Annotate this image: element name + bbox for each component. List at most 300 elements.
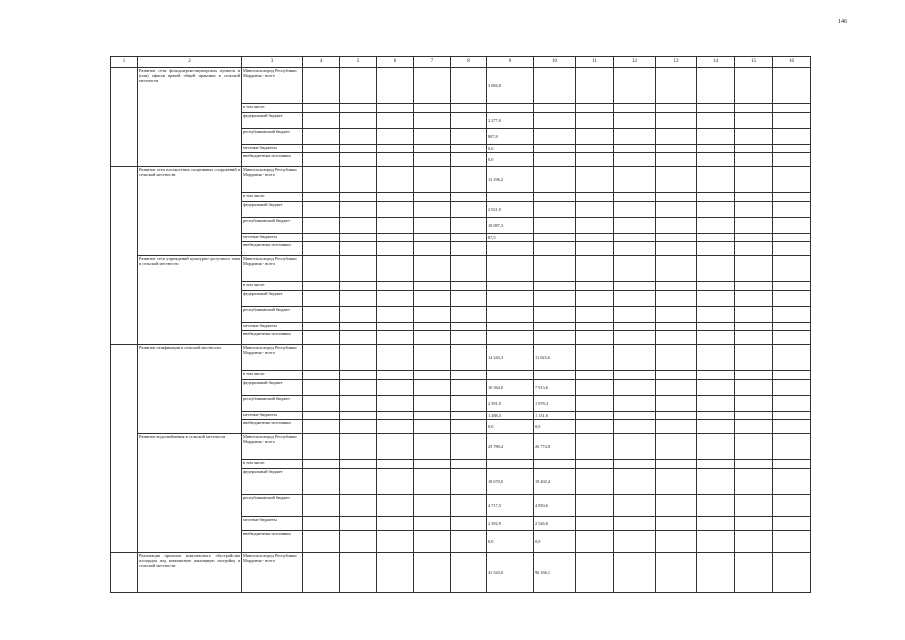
measure-name-cell: Развитие водоснабжения в сельской местности [138, 434, 242, 553]
value-col-9: 18 670,0 [487, 469, 534, 495]
empty-cell [773, 307, 811, 323]
empty-cell [377, 113, 414, 129]
value-col-10 [534, 153, 576, 167]
funding-source-cell: местные бюджеты [242, 517, 303, 531]
empty-cell [377, 469, 414, 495]
header-cell: 4 [303, 57, 340, 68]
empty-cell [735, 434, 773, 460]
empty-cell [414, 193, 451, 202]
measure-name-cell: Реализация проектов комплексного обустройства площадок под компактную жилищную застройку в сельской местности [138, 553, 242, 593]
funding-source-cell: Минсельхозпрод Республики Мордовия - всего [242, 345, 303, 371]
empty-cell [773, 412, 811, 420]
empty-cell [576, 412, 614, 420]
empty-cell [303, 307, 340, 323]
empty-cell [377, 193, 414, 202]
empty-cell [735, 553, 773, 593]
value-col-9: 1 288,3 [487, 412, 534, 420]
empty-cell [773, 380, 811, 396]
value-col-9: 41 543,0 [487, 553, 534, 593]
empty-cell [303, 145, 340, 153]
value-col-10: 4 850,6 [534, 495, 576, 517]
empty-cell [303, 104, 340, 113]
funding-source-cell: Минсельхозпрод Республики Мордовия - всего [242, 553, 303, 593]
value-col-9: 3 084,8 [487, 68, 534, 104]
empty-cell [614, 380, 656, 396]
empty-cell [656, 531, 697, 553]
empty-cell [697, 234, 735, 242]
empty-cell [614, 218, 656, 234]
empty-cell [451, 517, 487, 531]
empty-cell [576, 460, 614, 469]
value-col-10: 0,0 [534, 420, 576, 434]
empty-cell [340, 331, 377, 345]
empty-cell [340, 434, 377, 460]
empty-cell [377, 68, 414, 104]
header-cell: 7 [414, 57, 451, 68]
empty-cell [697, 113, 735, 129]
empty-cell [773, 193, 811, 202]
empty-cell [451, 307, 487, 323]
header-cell: 10 [534, 57, 576, 68]
empty-cell [414, 68, 451, 104]
empty-cell [451, 460, 487, 469]
empty-cell [576, 193, 614, 202]
empty-cell [656, 104, 697, 113]
empty-cell [414, 113, 451, 129]
empty-cell [303, 218, 340, 234]
empty-cell [735, 167, 773, 193]
empty-cell [377, 553, 414, 593]
header-cell: 13 [656, 57, 697, 68]
empty-cell [773, 167, 811, 193]
empty-cell [377, 256, 414, 282]
empty-cell [414, 412, 451, 420]
empty-cell [697, 412, 735, 420]
empty-cell [735, 113, 773, 129]
empty-cell [656, 242, 697, 256]
empty-cell [303, 412, 340, 420]
empty-cell [656, 434, 697, 460]
value-col-10 [534, 323, 576, 331]
empty-cell [697, 531, 735, 553]
header-row [111, 57, 811, 68]
empty-cell [576, 153, 614, 167]
empty-cell [656, 331, 697, 345]
empty-cell [697, 167, 735, 193]
empty-cell [414, 469, 451, 495]
empty-cell [697, 323, 735, 331]
empty-cell [697, 307, 735, 323]
empty-cell [414, 420, 451, 434]
empty-cell [614, 517, 656, 531]
empty-cell [773, 420, 811, 434]
empty-cell [773, 434, 811, 460]
empty-cell [697, 371, 735, 380]
value-col-9: 2 591,0 [487, 396, 534, 412]
empty-cell [303, 234, 340, 242]
index-cell [111, 68, 138, 167]
empty-cell [735, 380, 773, 396]
empty-cell [340, 256, 377, 282]
funding-source-cell: в том числе: [242, 282, 303, 291]
value-col-9: 4 717,5 [487, 495, 534, 517]
empty-cell [735, 104, 773, 113]
empty-cell [340, 113, 377, 129]
empty-cell [303, 460, 340, 469]
value-col-9: 2 392,9 [487, 517, 534, 531]
value-col-9: 807,8 [487, 129, 534, 145]
empty-cell [303, 553, 340, 593]
empty-cell [697, 331, 735, 345]
empty-cell [614, 420, 656, 434]
empty-cell [614, 68, 656, 104]
value-col-9: 10 087,3 [487, 218, 534, 234]
empty-cell [614, 307, 656, 323]
empty-cell [773, 291, 811, 307]
funding-source-cell: республиканский бюджет [242, 129, 303, 145]
empty-cell [414, 323, 451, 331]
table-row [111, 68, 811, 104]
empty-cell [656, 412, 697, 420]
empty-cell [697, 434, 735, 460]
empty-cell [576, 495, 614, 517]
empty-cell [303, 531, 340, 553]
empty-cell [340, 218, 377, 234]
empty-cell [656, 282, 697, 291]
funding-source-cell: в том числе: [242, 104, 303, 113]
empty-cell [340, 553, 377, 593]
value-col-10 [534, 167, 576, 193]
empty-cell [340, 104, 377, 113]
empty-cell [377, 234, 414, 242]
value-col-10 [534, 234, 576, 242]
empty-cell [614, 282, 656, 291]
empty-cell [773, 531, 811, 553]
empty-cell [697, 68, 735, 104]
empty-cell [735, 495, 773, 517]
empty-cell [377, 412, 414, 420]
empty-cell [340, 531, 377, 553]
empty-cell [656, 145, 697, 153]
header-cell: 12 [614, 57, 656, 68]
value-col-9: 14 243,3 [487, 345, 534, 371]
value-col-9 [487, 371, 534, 380]
empty-cell [340, 460, 377, 469]
empty-cell [614, 193, 656, 202]
empty-cell [377, 129, 414, 145]
header-cell: 1 [111, 57, 138, 68]
empty-cell [451, 345, 487, 371]
empty-cell [735, 242, 773, 256]
funding-source-cell: республиканский бюджет [242, 307, 303, 323]
empty-cell [340, 380, 377, 396]
empty-cell [773, 323, 811, 331]
empty-cell [377, 371, 414, 380]
value-col-10 [534, 202, 576, 218]
empty-cell [773, 129, 811, 145]
empty-cell [656, 380, 697, 396]
empty-cell [303, 202, 340, 218]
empty-cell [614, 167, 656, 193]
empty-cell [340, 495, 377, 517]
empty-cell [340, 345, 377, 371]
empty-cell [656, 371, 697, 380]
empty-cell [576, 113, 614, 129]
table-row [111, 553, 811, 593]
funding-source-cell: республиканский бюджет [242, 495, 303, 517]
empty-cell [773, 113, 811, 129]
empty-cell [451, 531, 487, 553]
empty-cell [614, 291, 656, 307]
empty-cell [377, 153, 414, 167]
empty-cell [697, 517, 735, 531]
value-col-10: 19 402,4 [534, 469, 576, 495]
empty-cell [414, 256, 451, 282]
empty-cell [614, 129, 656, 145]
empty-cell [414, 291, 451, 307]
empty-cell [340, 234, 377, 242]
empty-cell [576, 282, 614, 291]
empty-cell [656, 193, 697, 202]
empty-cell [451, 202, 487, 218]
empty-cell [656, 469, 697, 495]
empty-cell [656, 323, 697, 331]
value-col-10 [534, 282, 576, 291]
empty-cell [773, 145, 811, 153]
value-col-9 [487, 307, 534, 323]
empty-cell [773, 517, 811, 531]
empty-cell [735, 531, 773, 553]
empty-cell [735, 153, 773, 167]
empty-cell [773, 202, 811, 218]
empty-cell [340, 371, 377, 380]
header-cell: 5 [340, 57, 377, 68]
empty-cell [340, 396, 377, 412]
empty-cell [656, 129, 697, 145]
empty-cell [576, 68, 614, 104]
empty-cell [614, 113, 656, 129]
funding-source-cell: федеральный бюджет [242, 202, 303, 218]
empty-cell [340, 469, 377, 495]
empty-cell [614, 371, 656, 380]
value-col-9 [487, 282, 534, 291]
value-col-9 [487, 460, 534, 469]
empty-cell [773, 345, 811, 371]
empty-cell [451, 145, 487, 153]
empty-cell [735, 129, 773, 145]
empty-cell [576, 129, 614, 145]
empty-cell [340, 167, 377, 193]
funding-source-cell: республиканский бюджет [242, 396, 303, 412]
value-col-9: 0,0 [487, 420, 534, 434]
empty-cell [614, 323, 656, 331]
value-col-9 [487, 104, 534, 113]
empty-cell [414, 460, 451, 469]
table-row [111, 434, 811, 460]
measure-name-cell: Развитие сети плоскостных спортивных сооружений в сельской местности [138, 167, 242, 256]
empty-cell [451, 434, 487, 460]
funding-source-cell: Минсельхозпрод Республики Мордовия - всего [242, 68, 303, 104]
empty-cell [735, 460, 773, 469]
empty-cell [656, 256, 697, 282]
empty-cell [414, 218, 451, 234]
empty-cell [340, 420, 377, 434]
empty-cell [614, 331, 656, 345]
value-col-10: 7 913,6 [534, 380, 576, 396]
empty-cell [656, 420, 697, 434]
empty-cell [735, 420, 773, 434]
empty-cell [303, 282, 340, 291]
funding-source-cell: Минсельхозпрод Республики Мордовия - всего [242, 167, 303, 193]
funding-source-cell: местные бюджеты [242, 234, 303, 242]
empty-cell [614, 242, 656, 256]
empty-cell [656, 153, 697, 167]
empty-cell [303, 517, 340, 531]
value-col-9: 87,5 [487, 234, 534, 242]
empty-cell [656, 202, 697, 218]
empty-cell [414, 167, 451, 193]
empty-cell [576, 291, 614, 307]
value-col-10 [534, 104, 576, 113]
value-col-10: 2 526,8 [534, 517, 576, 531]
empty-cell [735, 234, 773, 242]
funding-source-cell: местные бюджеты [242, 412, 303, 420]
value-col-9: 10 364,0 [487, 380, 534, 396]
empty-cell [614, 469, 656, 495]
empty-cell [414, 202, 451, 218]
empty-cell [414, 434, 451, 460]
empty-cell [377, 145, 414, 153]
empty-cell [451, 104, 487, 113]
empty-cell [773, 234, 811, 242]
empty-cell [303, 167, 340, 193]
empty-cell [414, 307, 451, 323]
value-col-10: 0,0 [534, 531, 576, 553]
empty-cell [340, 129, 377, 145]
empty-cell [576, 307, 614, 323]
empty-cell [735, 291, 773, 307]
empty-cell [697, 380, 735, 396]
empty-cell [451, 193, 487, 202]
header-cell: 16 [773, 57, 811, 68]
empty-cell [576, 380, 614, 396]
empty-cell [656, 68, 697, 104]
value-col-9: 2 277,0 [487, 113, 534, 129]
empty-cell [735, 218, 773, 234]
empty-cell [735, 323, 773, 331]
empty-cell [735, 193, 773, 202]
empty-cell [303, 68, 340, 104]
empty-cell [414, 345, 451, 371]
empty-cell [735, 331, 773, 345]
value-col-10 [534, 307, 576, 323]
empty-cell [377, 167, 414, 193]
empty-cell [576, 396, 614, 412]
empty-cell [303, 242, 340, 256]
empty-cell [377, 495, 414, 517]
empty-cell [773, 495, 811, 517]
empty-cell [451, 396, 487, 412]
empty-cell [576, 469, 614, 495]
empty-cell [576, 345, 614, 371]
header-cell: 9 [487, 57, 534, 68]
value-col-9: 0,0 [487, 145, 534, 153]
value-col-9 [487, 256, 534, 282]
empty-cell [303, 434, 340, 460]
empty-cell [614, 202, 656, 218]
empty-cell [735, 256, 773, 282]
empty-cell [656, 460, 697, 469]
empty-cell [303, 331, 340, 345]
empty-cell [451, 218, 487, 234]
empty-cell [576, 553, 614, 593]
empty-cell [773, 331, 811, 345]
header-cell: 8 [451, 57, 487, 68]
empty-cell [377, 307, 414, 323]
empty-cell [414, 531, 451, 553]
value-col-10 [534, 193, 576, 202]
empty-cell [735, 412, 773, 420]
empty-cell [697, 396, 735, 412]
funding-source-cell: в том числе: [242, 193, 303, 202]
header-cell: 2 [138, 57, 242, 68]
empty-cell [576, 371, 614, 380]
empty-cell [414, 282, 451, 291]
empty-cell [451, 331, 487, 345]
empty-cell [697, 218, 735, 234]
empty-cell [576, 256, 614, 282]
value-col-9: 0,0 [487, 531, 534, 553]
value-col-10 [534, 113, 576, 129]
funding-source-cell: федеральный бюджет [242, 291, 303, 307]
empty-cell [377, 380, 414, 396]
empty-cell [773, 282, 811, 291]
empty-cell [377, 345, 414, 371]
empty-cell [451, 113, 487, 129]
empty-cell [414, 517, 451, 531]
empty-cell [656, 495, 697, 517]
empty-cell [576, 218, 614, 234]
empty-cell [303, 371, 340, 380]
empty-cell [735, 145, 773, 153]
empty-cell [656, 234, 697, 242]
empty-cell [735, 517, 773, 531]
empty-cell [340, 202, 377, 218]
funding-source-cell: внебюджетные источники [242, 331, 303, 345]
empty-cell [656, 553, 697, 593]
empty-cell [451, 323, 487, 331]
empty-cell [451, 234, 487, 242]
empty-cell [773, 104, 811, 113]
empty-cell [614, 234, 656, 242]
header-cell: 14 [697, 57, 735, 68]
empty-cell [773, 68, 811, 104]
empty-cell [414, 234, 451, 242]
empty-cell [697, 469, 735, 495]
empty-cell [377, 202, 414, 218]
empty-cell [697, 282, 735, 291]
header-cell: 3 [242, 57, 303, 68]
funding-source-cell: федеральный бюджет [242, 113, 303, 129]
value-col-10 [534, 331, 576, 345]
index-cell [111, 345, 138, 553]
funding-source-cell: внебюджетные источники [242, 242, 303, 256]
empty-cell [414, 553, 451, 593]
empty-cell [735, 396, 773, 412]
empty-cell [773, 153, 811, 167]
empty-cell [576, 323, 614, 331]
value-col-9: 25 780,4 [487, 434, 534, 460]
